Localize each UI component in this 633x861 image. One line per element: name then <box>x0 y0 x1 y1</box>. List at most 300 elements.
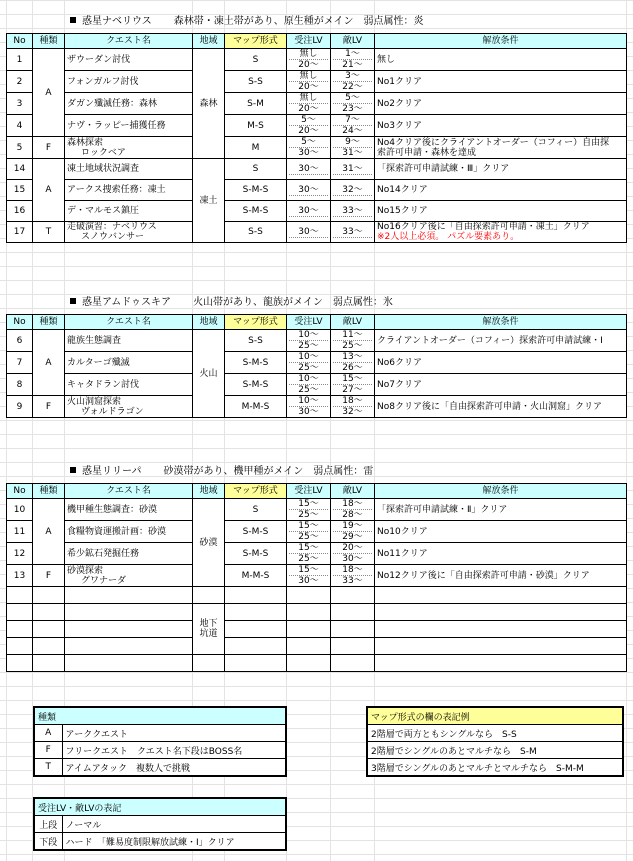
enemy-lv <box>331 543 375 565</box>
legend-map-item: 2階層でシングルのあとマルチなら S-M <box>367 742 623 759</box>
quest-name <box>65 71 193 93</box>
quest-name <box>65 352 193 374</box>
quest-name <box>65 49 193 71</box>
receive-lv <box>287 71 331 93</box>
unlock-condition <box>375 159 627 180</box>
quest-region: 森林 <box>193 49 225 159</box>
quest-map-type: S-M <box>225 93 287 115</box>
table-row-empty <box>7 604 627 621</box>
lv-normal: 1～ <box>333 49 372 60</box>
legend-lv-key: 下段 <box>34 833 62 851</box>
lv-normal: 30～ <box>289 185 328 196</box>
lv-hard: 28～ <box>342 510 363 520</box>
quest-table-naberius <box>6 33 627 243</box>
empty-cell <box>225 587 287 604</box>
lv-hard: 20～ <box>298 126 319 136</box>
header-recv-lv: 受注LV <box>287 34 331 49</box>
quest-no: 14 <box>7 159 33 180</box>
empty-cell <box>287 655 331 672</box>
header-enemy-lv: 敵LV <box>331 484 375 499</box>
table-row <box>7 565 627 587</box>
lv-hard: 25～ <box>298 363 319 373</box>
legend-lv-value: ハード 「難易度制限解放試練・Ⅰ」クリア <box>62 833 286 851</box>
quest-no: 15 <box>7 180 33 201</box>
quest-name-main: アークス捜索任務：凍土 <box>67 185 166 195</box>
empty-cell <box>287 638 331 655</box>
empty-cell <box>33 587 65 604</box>
lv-normal: 33～ <box>333 227 372 238</box>
lv-normal: 9～ <box>333 137 372 148</box>
table-row <box>7 396 627 418</box>
quest-name-main: 機甲種生態調査：砂漠 <box>67 504 158 515</box>
table-row-empty <box>7 638 627 655</box>
lv-hard: 30～ <box>298 407 319 417</box>
receive-lv <box>287 521 331 543</box>
quest-name <box>65 565 193 587</box>
quest-map-type: S-M-S <box>225 352 287 374</box>
quest-no: 12 <box>7 543 33 565</box>
lv-hard: 31～ <box>342 148 363 158</box>
header-region: 地域 <box>193 315 225 330</box>
empty-cell <box>33 655 65 672</box>
receive-lv <box>287 352 331 374</box>
lv-normal: 31～ <box>333 164 372 175</box>
lv-hard: 29～ <box>342 532 363 542</box>
lv-normal: 33～ <box>333 206 372 217</box>
quest-type: F <box>33 565 65 587</box>
quest-name <box>65 159 193 180</box>
lv-normal: 18～ <box>333 499 372 510</box>
table-row <box>7 159 627 180</box>
enemy-lv <box>331 137 375 159</box>
quest-name-main: 希少鉱石発掘任務 <box>67 548 140 559</box>
unlock-condition-text: No7クリア <box>377 379 422 390</box>
unlock-condition <box>375 93 627 115</box>
empty-cell <box>375 638 627 655</box>
quest-name <box>65 330 193 352</box>
lv-hard: 20～ <box>298 60 319 70</box>
unlock-condition-text: 索許可申請・森林を達成 <box>377 147 477 158</box>
empty-cell <box>7 621 33 638</box>
table-row <box>7 115 627 137</box>
header-map: マップ形式 <box>225 315 287 330</box>
unlock-condition-text: No4クリア後にクライアントオーダー（コフィー）自由探 <box>377 137 610 148</box>
lv-hard: 30～ <box>342 554 363 564</box>
header-type: 種類 <box>33 34 65 49</box>
lv-hard: 23～ <box>342 104 363 114</box>
table-row <box>7 374 627 396</box>
quest-name-main: フォンガルフ討伐 <box>67 76 139 87</box>
empty-cell <box>7 587 33 604</box>
lv-normal: 30～ <box>289 206 328 217</box>
quest-boss-name: スノウバンサー <box>81 232 145 242</box>
empty-cell <box>375 604 627 621</box>
header-region: 地域 <box>193 484 225 499</box>
lv-hard: 30～ <box>298 576 319 586</box>
quest-type: F <box>33 396 65 418</box>
enemy-lv <box>331 49 375 71</box>
lv-normal: 7～ <box>333 115 372 126</box>
receive-lv <box>287 137 331 159</box>
unlock-condition-text: クライアントオーダー（コフィー）探索許可申請試練・Ⅰ <box>377 335 603 346</box>
lv-normal: 20～ <box>333 543 372 554</box>
quest-name <box>65 93 193 115</box>
quest-boss-name: ヴォルドラゴン <box>81 406 144 417</box>
unlock-condition-text: No11クリア <box>377 548 428 559</box>
unlock-condition <box>375 374 627 396</box>
unlock-note-warning: ※2人以上必須。 パズル要素あり。 <box>377 232 520 242</box>
lv-normal: 10～ <box>289 396 328 407</box>
lv-normal: 11～ <box>333 330 372 341</box>
receive-lv <box>287 499 331 521</box>
table-row <box>7 71 627 93</box>
empty-cell <box>225 655 287 672</box>
empty-cell <box>7 655 33 672</box>
region-line: 坑道 <box>199 629 218 639</box>
quest-type: A <box>33 159 65 222</box>
lv-normal: 13～ <box>333 352 372 363</box>
quest-no: 10 <box>7 499 33 521</box>
lv-normal: 10～ <box>289 330 328 341</box>
receive-lv <box>287 396 331 418</box>
quest-map-type: S <box>225 49 287 71</box>
quest-map-type: S-M-S <box>225 543 287 565</box>
quest-map-type: S-M-S <box>225 201 287 222</box>
quest-map-type: M-S <box>225 115 287 137</box>
enemy-lv <box>331 159 375 180</box>
quest-name <box>65 115 193 137</box>
header-recv-lv: 受注LV <box>287 315 331 330</box>
unlock-condition-text: No2クリア <box>377 98 422 109</box>
lv-hard: 25～ <box>298 341 319 351</box>
unlock-condition <box>375 222 627 243</box>
empty-cell <box>225 621 287 638</box>
lv-hard: 32～ <box>342 407 363 417</box>
enemy-lv <box>331 499 375 521</box>
legend-type-value: アーククエスト <box>62 725 286 742</box>
receive-lv <box>287 330 331 352</box>
unlock-condition-text: 「探索許可申請試練・Ⅲ」クリア <box>377 164 510 174</box>
quest-map-type: M <box>225 137 287 159</box>
quest-no: 9 <box>7 396 33 418</box>
header-no: No <box>7 484 33 499</box>
quest-name <box>65 374 193 396</box>
empty-cell <box>33 621 65 638</box>
quest-name-main: 龍族生態調査 <box>67 335 122 346</box>
lv-normal: 18～ <box>333 565 372 576</box>
table-row <box>7 49 627 71</box>
quest-name-main: カルターゴ殲滅 <box>67 357 130 368</box>
quest-name-main: キャタドラン討伐 <box>67 379 140 390</box>
lv-normal: 15～ <box>289 565 328 576</box>
bullet-icon <box>70 467 76 473</box>
lv-normal: 15～ <box>333 374 372 385</box>
quest-name-main: 走破演習：ナベリウス <box>67 222 157 232</box>
legend-type-key: F <box>34 742 62 759</box>
legend-map-item: 3階層でシングルのあとマルチとマルチなら S-M-M <box>367 759 623 777</box>
lv-hard: 25～ <box>298 385 319 395</box>
legend-lv-key: 上段 <box>34 816 62 833</box>
header-recv-lv: 受注LV <box>287 484 331 499</box>
empty-cell <box>65 621 193 638</box>
quest-name <box>65 396 193 418</box>
empty-cell <box>225 604 287 621</box>
lv-normal: 32～ <box>333 185 372 196</box>
lv-normal: 3～ <box>333 71 372 82</box>
enemy-lv <box>331 71 375 93</box>
quest-map-type: S-M-S <box>225 180 287 201</box>
quest-name-main: 火山洞窟探索 <box>67 396 122 407</box>
lv-normal: 30～ <box>289 164 328 175</box>
quest-name <box>65 137 193 159</box>
empty-cell <box>331 638 375 655</box>
lv-normal: 15～ <box>289 521 328 532</box>
table-row <box>7 543 627 565</box>
quest-type: F <box>33 137 65 159</box>
quest-region <box>193 587 225 604</box>
unlock-condition <box>375 137 627 159</box>
table-row <box>7 137 627 159</box>
empty-cell <box>375 655 627 672</box>
header-condition: 解放条件 <box>375 315 627 330</box>
region-line: 地下 <box>199 619 218 629</box>
quest-name <box>65 222 193 243</box>
header-type: 種類 <box>33 484 65 499</box>
lv-normal: 無し <box>289 93 328 104</box>
unlock-condition <box>375 330 627 352</box>
header-map: マップ形式 <box>225 484 287 499</box>
quest-region-underground <box>193 604 225 655</box>
lv-hard: 27～ <box>342 385 363 395</box>
unlock-condition-text: 無し <box>377 54 396 65</box>
quest-map-type: S <box>225 499 287 521</box>
lv-hard: 21～ <box>342 60 363 70</box>
lv-normal: 18～ <box>333 396 372 407</box>
unlock-condition <box>375 521 627 543</box>
quest-map-type: M-M-S <box>225 565 287 587</box>
lv-hard: 25～ <box>298 510 319 520</box>
bullet-icon <box>70 298 76 304</box>
unlock-condition-text: No15クリア <box>377 206 428 216</box>
unlock-condition <box>375 71 627 93</box>
lv-normal: 無し <box>289 71 328 82</box>
header-name: クエスト名 <box>65 484 193 499</box>
table-row <box>7 201 627 222</box>
quest-type: A <box>33 49 65 137</box>
quest-name <box>65 521 193 543</box>
lv-hard: 25～ <box>298 554 319 564</box>
quest-name <box>65 543 193 565</box>
quest-no: 6 <box>7 330 33 352</box>
table-row <box>7 352 627 374</box>
unlock-condition-text: No16クリア後に「自由探索許可申請・凍土」クリア <box>377 222 590 232</box>
enemy-lv <box>331 93 375 115</box>
enemy-lv <box>331 201 375 222</box>
quest-boss-name: ロックベア <box>81 147 126 158</box>
section-title-amduskia: 惑星アムドゥスキア 火山帯があり、龍族がメイン 弱点属性：氷 <box>70 297 393 309</box>
empty-cell <box>65 604 193 621</box>
enemy-lv <box>331 330 375 352</box>
lv-hard: 30～ <box>298 148 319 158</box>
lv-hard: 33～ <box>342 576 363 586</box>
legend-lv-value: ノーマル <box>62 816 286 833</box>
unlock-condition <box>375 396 627 418</box>
empty-cell <box>287 587 331 604</box>
empty-cell <box>287 604 331 621</box>
quest-region: 凍土 <box>193 159 225 243</box>
enemy-lv <box>331 374 375 396</box>
lv-normal: 15～ <box>289 543 328 554</box>
quest-map-type: S-S <box>225 330 287 352</box>
header-enemy-lv: 敵LV <box>331 34 375 49</box>
legend-type-header: 種類 <box>34 707 286 725</box>
quest-no: 16 <box>7 201 33 222</box>
unlock-condition-text: No3クリア <box>377 120 422 131</box>
enemy-lv <box>331 222 375 243</box>
receive-lv <box>287 374 331 396</box>
unlock-condition-text: No1クリア <box>377 76 422 87</box>
table-row-empty <box>7 621 627 638</box>
unlock-condition-text: No8クリア後に「自由探索許可申請・火山洞窟」クリア <box>377 401 602 412</box>
quest-name-main: 砂漠探索 <box>67 565 104 576</box>
receive-lv <box>287 49 331 71</box>
quest-type: T <box>33 222 65 243</box>
unlock-condition <box>375 565 627 587</box>
empty-cell <box>225 638 287 655</box>
header-condition: 解放条件 <box>375 34 627 49</box>
quest-type: A <box>33 499 65 565</box>
quest-name <box>65 201 193 222</box>
legend-map-header: マップ形式の欄の表記例 <box>367 707 623 725</box>
receive-lv <box>287 159 331 180</box>
legend-type-key: T <box>34 759 62 777</box>
quest-name-main: ザウーダン討伐 <box>67 54 131 65</box>
quest-no: 13 <box>7 565 33 587</box>
lv-normal: 10～ <box>289 374 328 385</box>
header-map: マップ形式 <box>225 34 287 49</box>
receive-lv <box>287 93 331 115</box>
table-row-empty <box>7 587 627 604</box>
legend-type <box>33 706 287 777</box>
lv-hard: 22～ <box>342 82 363 92</box>
quest-name <box>65 180 193 201</box>
unlock-condition-text: No14クリア <box>377 185 428 195</box>
enemy-lv <box>331 180 375 201</box>
lv-hard: 20～ <box>298 104 319 114</box>
unlock-condition-text: No10クリア <box>377 526 428 537</box>
empty-cell <box>375 621 627 638</box>
section-title-naberius: 惑星ナベリウス 森林帯・凍土帯があり、原生種がメイン 弱点属性：炎 <box>70 16 424 28</box>
receive-lv <box>287 543 331 565</box>
lv-normal: 5～ <box>333 93 372 104</box>
quest-map-type: S-S <box>225 222 287 243</box>
unlock-condition <box>375 201 627 222</box>
quest-table-lillipa <box>6 483 627 672</box>
empty-cell <box>193 655 225 672</box>
bullet-icon <box>70 17 76 23</box>
quest-name-main: ナヴ・ラッピー捕獲任務 <box>67 120 166 131</box>
lv-normal: 5～ <box>289 137 328 148</box>
quest-region: 火山 <box>193 330 225 418</box>
empty-cell <box>33 638 65 655</box>
quest-no: 11 <box>7 521 33 543</box>
unlock-condition <box>375 180 627 201</box>
header-no: No <box>7 34 33 49</box>
legend-type-value: フリークエスト クエスト名下段はBOSS名 <box>62 742 286 759</box>
quest-name-main: 食糧物資運搬計画：砂漠 <box>67 526 167 537</box>
table-row <box>7 180 627 201</box>
legend-map-item: 2階層で両方ともシングルなら S-S <box>367 725 623 742</box>
empty-cell <box>331 587 375 604</box>
quest-name-main: 凍土地域状況調査 <box>67 164 140 174</box>
table-row-empty <box>7 655 627 672</box>
header-no: No <box>7 315 33 330</box>
legend-lv-header: 受注LV・敵LVの表記 <box>34 798 286 816</box>
legend-type-value: アイムアタック 複数人で挑戦 <box>62 759 286 777</box>
quest-no: 8 <box>7 374 33 396</box>
unlock-condition <box>375 499 627 521</box>
receive-lv <box>287 115 331 137</box>
lv-normal: 無し <box>289 49 328 60</box>
empty-cell <box>331 604 375 621</box>
lv-hard: 26～ <box>342 363 363 373</box>
lv-normal: 30～ <box>289 227 328 238</box>
empty-cell <box>375 587 627 604</box>
enemy-lv <box>331 352 375 374</box>
quest-boss-name: グワナーダ <box>81 575 127 586</box>
quest-no: 1 <box>7 49 33 71</box>
receive-lv <box>287 222 331 243</box>
unlock-condition-text: No6クリア <box>377 357 422 368</box>
header-name: クエスト名 <box>65 315 193 330</box>
legend-map <box>366 706 624 777</box>
header-type: 種類 <box>33 315 65 330</box>
quest-no: 7 <box>7 352 33 374</box>
unlock-condition <box>375 49 627 71</box>
lv-hard: 25～ <box>342 341 363 351</box>
quest-name-main: 森林探索 <box>67 137 104 148</box>
unlock-condition-text: 「探索許可申請試練・Ⅱ」クリア <box>377 504 508 515</box>
table-row <box>7 222 627 243</box>
quest-region: 砂漠 <box>193 499 225 587</box>
empty-cell <box>287 621 331 638</box>
enemy-lv <box>331 565 375 587</box>
empty-cell <box>65 638 193 655</box>
unlock-condition <box>375 352 627 374</box>
quest-name <box>65 499 193 521</box>
quest-no: 3 <box>7 93 33 115</box>
enemy-lv <box>331 521 375 543</box>
empty-cell <box>331 621 375 638</box>
table-row <box>7 330 627 352</box>
empty-cell <box>65 587 193 604</box>
header-condition: 解放条件 <box>375 484 627 499</box>
unlock-condition <box>375 115 627 137</box>
quest-no: 17 <box>7 222 33 243</box>
quest-name-main: デ・マルモス鎮圧 <box>67 206 140 216</box>
lv-hard: 25～ <box>298 532 319 542</box>
empty-cell <box>65 655 193 672</box>
quest-map-type: S-M-S <box>225 521 287 543</box>
quest-map-type: S-M-S <box>225 374 287 396</box>
header-enemy-lv: 敵LV <box>331 315 375 330</box>
unlock-condition <box>375 543 627 565</box>
quest-table-amduskia <box>6 314 627 418</box>
quest-map-type: M-M-S <box>225 396 287 418</box>
header-name: クエスト名 <box>65 34 193 49</box>
lv-hard: 24～ <box>342 126 363 136</box>
empty-cell <box>331 655 375 672</box>
